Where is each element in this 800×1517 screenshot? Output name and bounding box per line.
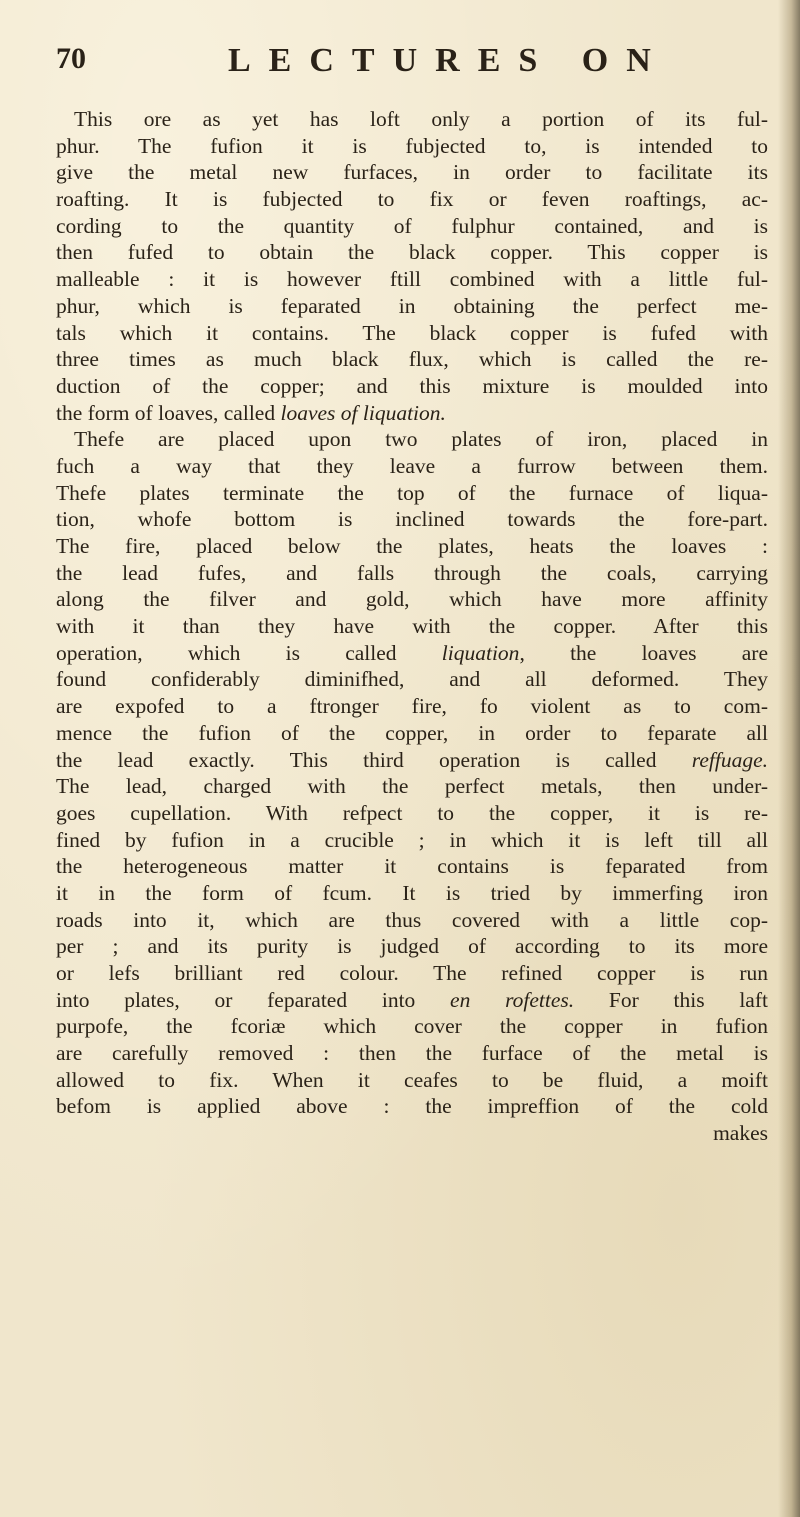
- italic-term: en rofettes.: [450, 987, 575, 1012]
- text-run: mence the fufion of the copper, in order to feparate all: [56, 720, 768, 745]
- text-run: This ore as yet has loft only a portion of its ful-: [74, 107, 768, 131]
- text-run: are carefully removed : then the furface of the metal is: [56, 1041, 768, 1066]
- text-line: [56, 747, 768, 774]
- text-run: give the metal new furfaces, in order to facilitate its: [56, 160, 768, 185]
- text-line: [56, 987, 768, 1014]
- text-line: [56, 907, 768, 934]
- text-line: [56, 800, 768, 827]
- text-run: phur. The fufion it is fubjected to, is intended to: [56, 133, 768, 158]
- text-line: [56, 1067, 768, 1094]
- text-line: [56, 720, 768, 747]
- italic-term: liquation: [441, 640, 520, 665]
- text-line: [56, 159, 768, 186]
- text-run: per ; and its purity is judged of according to its more: [56, 934, 768, 959]
- text-line: [56, 373, 768, 400]
- body-text: [56, 106, 768, 1147]
- text-run: operation, which is called: [56, 640, 442, 665]
- text-run: into plates, or feparated into: [56, 987, 451, 1012]
- page-edge-shadow: [778, 0, 800, 1517]
- text-line: [56, 1040, 768, 1067]
- text-run: , the loaves are: [519, 640, 768, 665]
- text-run: tion, whofe bottom is inclined towards the fore-part.: [56, 507, 768, 532]
- text-run: Thefe are placed upon two plates of iron, placed in: [74, 427, 768, 452]
- text-run: fined by fufion in a crucible ; in which it is left till all: [56, 827, 768, 852]
- text-line: [56, 186, 768, 213]
- text-line: [56, 1013, 768, 1040]
- text-line: [56, 586, 768, 613]
- text-run: found confiderably diminifhed, and all deformed. They: [56, 667, 768, 692]
- text-line: [56, 933, 768, 960]
- text-line: [56, 960, 768, 987]
- text-line: [56, 106, 768, 133]
- text-run: the form of loaves, called: [56, 400, 281, 425]
- text-run: duction of the copper; and this mixture is moulded into: [56, 373, 768, 398]
- text-line: [56, 827, 768, 854]
- text-line: [56, 133, 768, 160]
- text-line: [56, 533, 768, 560]
- text-line: [56, 239, 768, 266]
- text-run: malleable : it is however ftill combined with a little ful-: [56, 267, 768, 292]
- text-line: [56, 773, 768, 800]
- text-line: [56, 426, 768, 453]
- text-run: Thefe plates terminate the top of the furnace of liqua-: [56, 480, 768, 505]
- text-line: [56, 453, 768, 480]
- italic-term: loaves of liquation.: [280, 400, 446, 425]
- text-line: [56, 480, 768, 507]
- text-line: [56, 400, 768, 427]
- page-number: 70: [56, 42, 86, 75]
- text-line: [56, 853, 768, 880]
- text-line: [56, 880, 768, 907]
- text-run: the lead fufes, and falls through the coals, carrying: [56, 560, 768, 585]
- page-header: [56, 42, 756, 82]
- text-run: the heterogeneous matter it contains is feparated from: [56, 854, 768, 879]
- text-line: [56, 666, 768, 693]
- text-run: it in the form of fcum. It is tried by immerfing iron: [56, 880, 768, 905]
- text-run: three times as much black flux, which is called the re-: [56, 347, 768, 372]
- text-line: [56, 640, 768, 667]
- text-run: cording to the quantity of fulphur contained, and is: [56, 213, 768, 238]
- text-run: with it than they have with the copper. After this: [56, 614, 768, 639]
- text-line: [56, 560, 768, 587]
- text-run: The fire, placed below the plates, heats the loaves :: [56, 534, 768, 558]
- text-line: [56, 266, 768, 293]
- running-head: LECTURES ON: [228, 42, 669, 79]
- text-line: [56, 213, 768, 240]
- text-run: the lead exactly. This third operation is called: [56, 747, 692, 772]
- text-line: [56, 293, 768, 320]
- text-run: The lead, charged with the perfect metals, then under-: [56, 774, 768, 799]
- text-line: [56, 613, 768, 640]
- text-run: roads into it, which are thus covered with a little cop-: [56, 907, 768, 932]
- text-run: then fufed to obtain the black copper. This copper is: [56, 240, 768, 265]
- text-run: or lefs brilliant red colour. The refined copper is run: [56, 961, 768, 985]
- italic-term: reffuage.: [691, 747, 768, 772]
- text-run: along the filver and gold, which have more affinity: [56, 587, 768, 612]
- text-run: purpofe, the fcoriæ which cover the copper in fufion: [56, 1014, 768, 1039]
- text-run: fuch a way that they leave a furrow between them.: [56, 453, 768, 478]
- text-line: [56, 1093, 768, 1120]
- text-line: [56, 320, 768, 347]
- text-line: [56, 693, 768, 720]
- text-line: [56, 506, 768, 533]
- text-run: goes cupellation. With refpect to the copper, it is re-: [56, 800, 768, 825]
- catchword: makes: [713, 1121, 768, 1146]
- text-run: phur, which is feparated in obtaining the perfect me-: [56, 293, 768, 318]
- text-run: allowed to fix. When it ceafes to be fluid, a moift: [56, 1067, 768, 1092]
- text-run: are expofed to a ftronger fire, fo violent as to com-: [56, 694, 768, 719]
- text-run: roafting. It is fubjected to fix or feven roaftings, ac-: [56, 187, 768, 212]
- text-line: [56, 346, 768, 373]
- text-run: tals which it contains. The black copper is fufed with: [56, 320, 768, 345]
- text-run: For this laft: [574, 987, 768, 1012]
- text-run: befom is applied above : the impreffion of the cold: [56, 1094, 768, 1119]
